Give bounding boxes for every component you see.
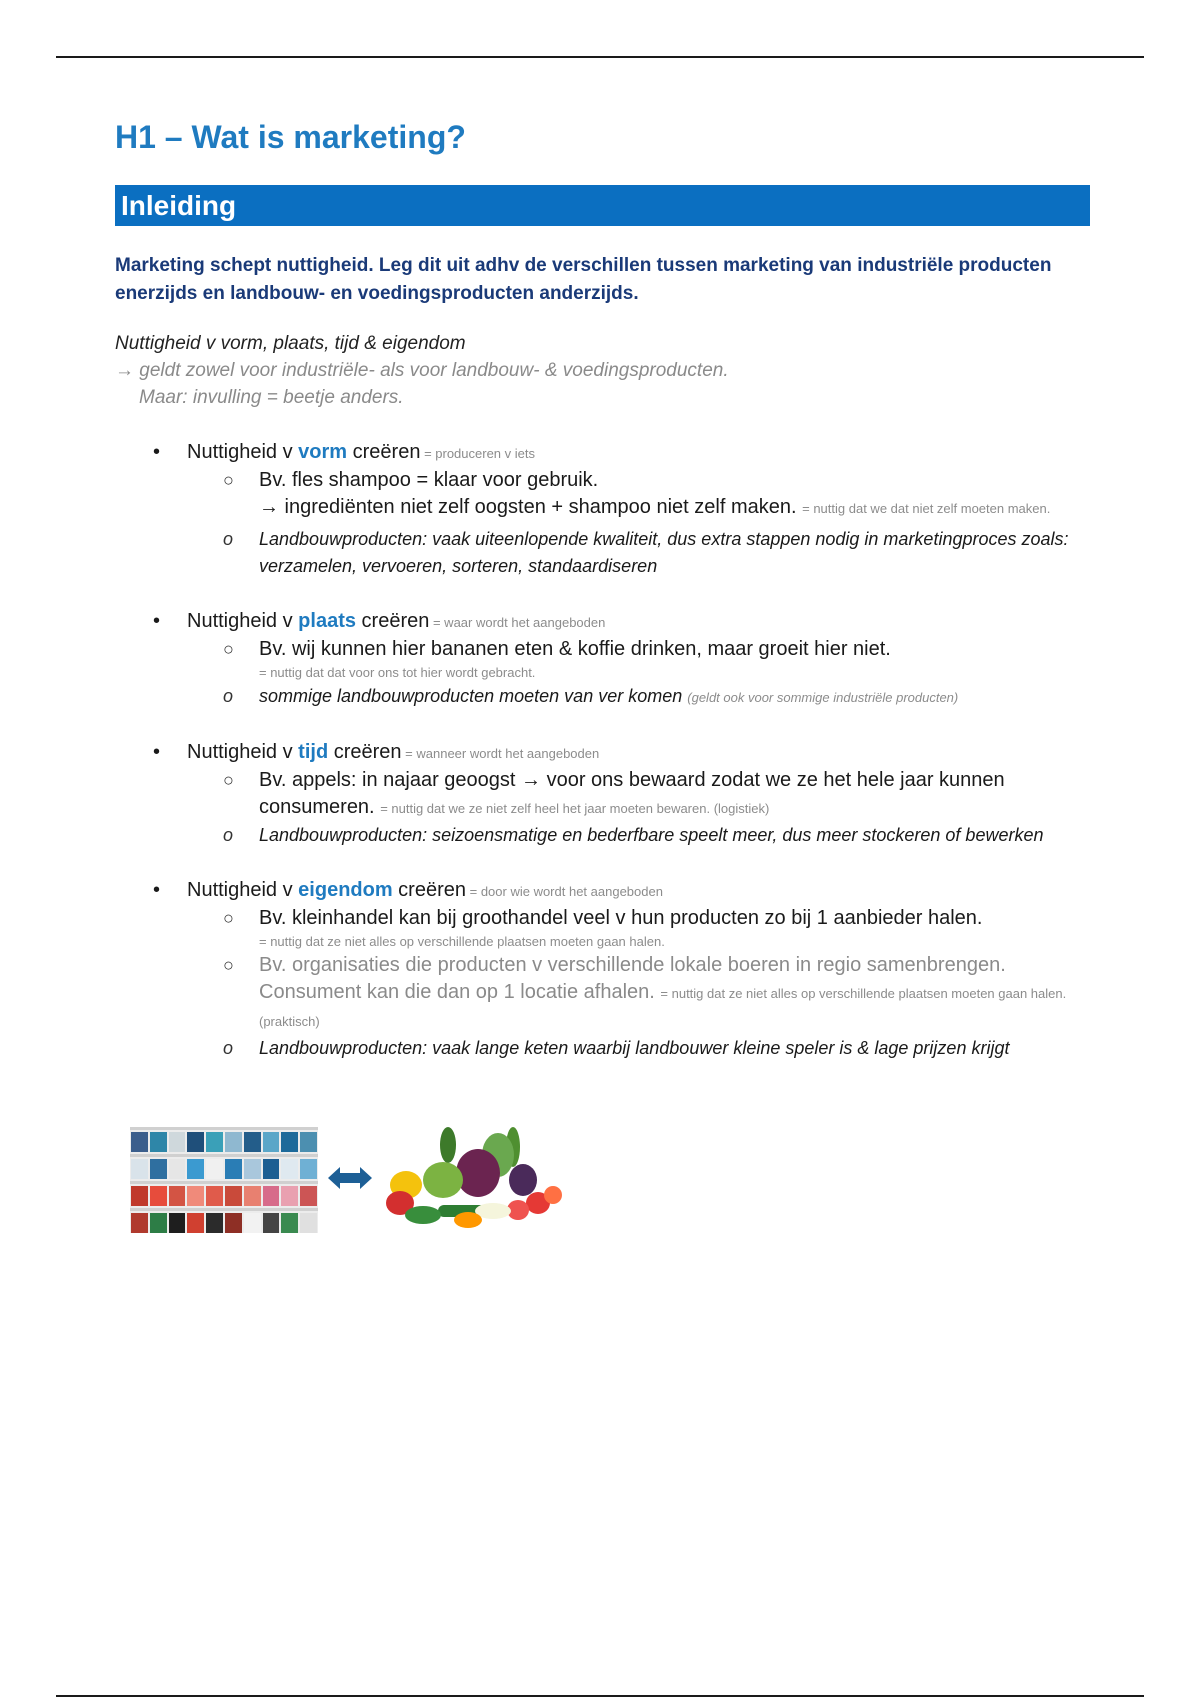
list-item — [187, 767, 1090, 822]
section-vorm — [115, 439, 1090, 580]
bullet-icon: • — [153, 741, 161, 763]
side-note: = waar wordt het aangeboden — [429, 615, 606, 630]
chapter-heading: H1 – Wat is marketing? — [115, 119, 466, 155]
document-body — [115, 115, 1090, 1062]
vegetables-image — [378, 1125, 568, 1235]
side-note: = nuttig dat ze niet alles op verschillende plaatsen moeten gaan halen. — [259, 934, 665, 949]
circle-bullet-icon: ○ — [223, 770, 234, 790]
list-item — [187, 683, 1090, 711]
bottom-rule — [56, 1695, 1144, 1697]
intro-line: Nuttigheid v vorm, plaats, tijd & eigendom — [115, 333, 466, 354]
section-tijd — [115, 739, 1090, 849]
bullet-icon: • — [153, 610, 161, 632]
list-item — [187, 526, 1090, 580]
illustration-row — [130, 1125, 570, 1235]
list-item — [187, 905, 1090, 932]
heading-text: Nuttigheid v — [187, 879, 299, 901]
heading-text: creëren — [328, 741, 402, 763]
section-heading — [187, 608, 1090, 636]
section-heading — [187, 877, 1090, 905]
heading-text: creëren — [347, 441, 421, 463]
circle-bullet-icon: o — [223, 686, 234, 706]
circle-bullet-icon: o — [223, 529, 234, 549]
circle-bullet-icon: ○ — [223, 639, 234, 659]
double-arrow-icon — [328, 1163, 372, 1193]
section-plaats — [115, 608, 1090, 711]
item-text: Bv. organisaties die producten v verschillende lokale boeren in regio samenbrengen. Consument kan die dan op 1 locatie afhalen. — [259, 954, 1006, 1003]
item-text: Landbouwproducten: vaak lange keten waarbij landbouwer kleine speler is & lage prijzen krijgt — [259, 1038, 1010, 1058]
side-note: = nuttig dat we ze niet zelf heel het jaar moeten bewaren. (logistiek) — [380, 801, 770, 816]
bullet-icon: • — [153, 441, 161, 463]
section-heading — [187, 439, 1090, 467]
exam-question: Marketing schept nuttigheid. Leg dit uit adhv de verschillen tussen marketing van industriële producten enerzijds en landbouw- en voedingsproducten anderzijds. — [115, 255, 1052, 304]
top-rule — [56, 56, 1144, 58]
side-note: = nuttig dat we dat niet zelf moeten maken. — [802, 501, 1051, 516]
intro-line: → geldt zowel voor industriële- als voor landbouw- & voedingsproducten. — [115, 360, 729, 381]
heading-text: Nuttigheid v — [187, 610, 299, 632]
list-item — [187, 636, 1090, 663]
shampoo-shelf-image — [130, 1127, 318, 1233]
section-heading — [187, 739, 1090, 767]
side-note: = nuttig dat dat voor ons tot hier wordt gebracht. — [259, 665, 536, 680]
circle-bullet-icon: ○ — [223, 908, 234, 928]
side-note: = door wie wordt het aangeboden — [466, 884, 663, 899]
circle-bullet-icon: ○ — [223, 470, 234, 490]
circle-bullet-icon: o — [223, 825, 234, 845]
item-text: sommige landbouwproducten moeten van ver komen — [259, 686, 683, 706]
intro-block — [115, 330, 1090, 411]
keyword: vorm — [298, 441, 348, 463]
list-item — [187, 822, 1090, 849]
side-note: = produceren v iets — [420, 446, 535, 461]
circle-bullet-icon: o — [223, 1038, 234, 1058]
keyword: plaats — [298, 610, 356, 632]
heading-text: creëren — [392, 879, 466, 901]
side-note: (geldt ook voor sommige industriële producten) — [687, 690, 959, 705]
item-text: Landbouwproducten: vaak uiteenlopende kwaliteit, dus extra stappen nodig in marketingproces zoals: verzamelen, vervoeren, sorteren, standaardiseren — [259, 529, 1069, 576]
heading-text: Nuttigheid v — [187, 741, 299, 763]
side-note: = wanneer wordt het aangeboden — [401, 746, 600, 761]
item-text: → ingrediënten niet zelf oogsten + shampoo niet zelf maken. — [259, 496, 797, 518]
keyword: eigendom — [298, 879, 393, 901]
list-item — [187, 952, 1090, 1035]
circle-bullet-icon: ○ — [223, 955, 234, 975]
heading-text: creëren — [355, 610, 430, 632]
section-banner: Inleiding — [115, 185, 1090, 226]
item-text: Landbouwproducten: seizoensmatige en bederfbare speelt meer, dus meer stockeren of bewerken — [259, 825, 1044, 845]
item-text: Bv. appels: in najaar geoogst → voor ons bewaard zodat we ze het hele jaar kunnen consumeren. — [259, 769, 1005, 818]
item-text: Bv. fles shampoo = klaar voor gebruik. — [259, 469, 599, 491]
keyword: tijd — [298, 741, 329, 763]
section-eigendom — [115, 877, 1090, 1062]
heading-text: Nuttigheid v — [187, 441, 299, 463]
item-text: Bv. kleinhandel kan bij groothandel veel v hun producten zo bij 1 aanbieder halen. — [259, 907, 983, 929]
item-text: Bv. wij kunnen hier bananen eten & koffie drinken, maar groeit hier niet. — [259, 638, 891, 660]
list-item — [187, 1035, 1090, 1062]
side-note: = nuttig dat ze niet alles op verschillende plaatsen moeten gaan halen. (praktisch) — [259, 986, 1067, 1029]
intro-line: Maar: invulling = beetje anders. — [139, 387, 404, 408]
bullet-icon: • — [153, 879, 161, 901]
list-item — [187, 467, 1090, 522]
